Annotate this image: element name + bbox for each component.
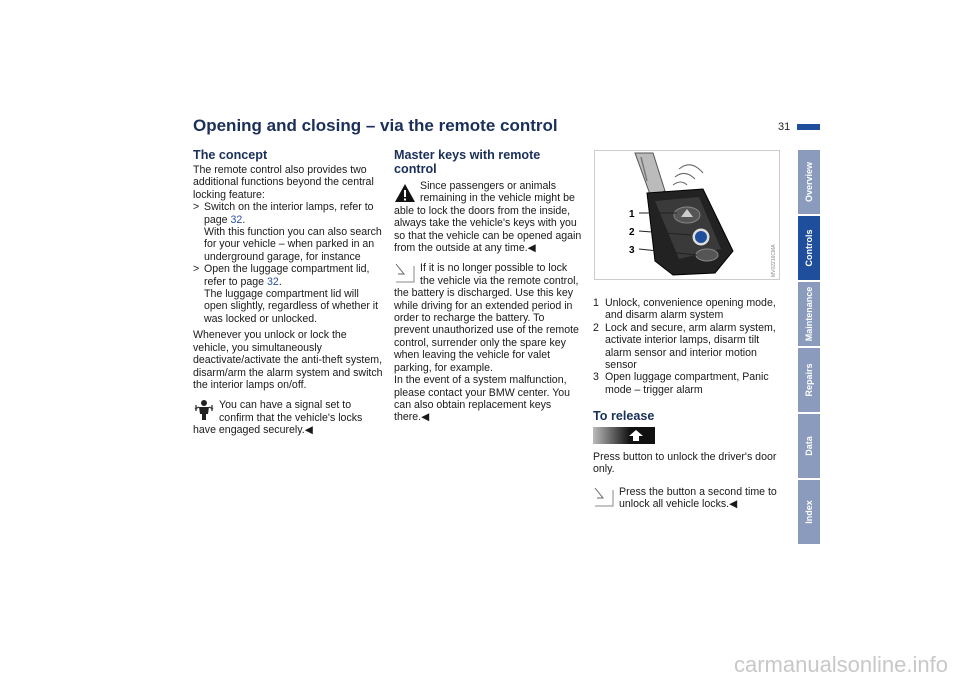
column-2 bbox=[394, 148, 582, 424]
unlock-button-symbol bbox=[593, 427, 655, 444]
page-title: Opening and closing – via the remote control bbox=[193, 116, 558, 135]
concept-heading: The concept bbox=[193, 148, 268, 162]
list-item: 2 Lock and secure, arm alarm system, activate interior lamps, disarm tilt alarm sensor and interior motion sensor bbox=[593, 321, 776, 372]
tab-maintenance[interactable]: Maintenance bbox=[798, 282, 820, 346]
note-block: You can have a signal set to confirm that the vehicle's locks have engaged securely.◀ bbox=[193, 399, 363, 437]
button-list bbox=[593, 297, 785, 396]
note-icon bbox=[593, 486, 615, 508]
note-icon bbox=[394, 262, 416, 284]
list-item: 3 Open luggage compartment, Panic mode – trigger alarm bbox=[593, 371, 769, 396]
master-keys-heading: Master keys with remote control bbox=[394, 148, 541, 176]
callout-1: 1 bbox=[629, 209, 635, 220]
bullet-item: > Open the luggage compartment lid, refer to page 32. The luggage compartment lid will open slightly, regardless of whether it was locked or unlocked. bbox=[193, 263, 379, 325]
concept-intro: The remote control also provides two additional functions beyond the central locking feature: bbox=[193, 164, 374, 201]
tab-controls[interactable]: Controls bbox=[798, 216, 820, 280]
tab-data[interactable]: Data bbox=[798, 414, 820, 478]
release-heading: To release bbox=[593, 409, 655, 423]
bullet-item: > Switch on the interior lamps, refer to page 32. With this function you can also search for your vehicle – when parked in an underground garage, for instance bbox=[193, 201, 382, 263]
tab-index[interactable]: Index bbox=[798, 480, 820, 544]
note-block: Press the button a second time to unlock all vehicle locks.◀ bbox=[593, 486, 785, 511]
page-marker bbox=[797, 124, 820, 130]
page-link[interactable]: 32 bbox=[267, 275, 279, 288]
warning-icon bbox=[394, 182, 416, 204]
tab-overview[interactable]: Overview bbox=[798, 150, 820, 214]
tab-repairs[interactable]: Repairs bbox=[798, 348, 820, 412]
figure-code: MV02216CMA bbox=[771, 244, 777, 277]
callout-2: 2 bbox=[629, 227, 635, 238]
concept-paragraph: Whenever you unlock or lock the vehicle, you simultaneously deactivate/activate the anti-theft system, disarm/arm the alarm system and switch the interior lamps on/off. bbox=[193, 329, 383, 391]
remote-key-figure bbox=[594, 150, 780, 280]
release-text: Press button to unlock the driver's door only. bbox=[593, 451, 777, 476]
page-number: 31 bbox=[778, 121, 791, 133]
warning-block: Since passengers or animals remaining in the vehicle might be able to lock the doors from the inside, always take the vehicle's keys with you so that the vehicle can be opened again from the outside at any time.◀ bbox=[394, 180, 582, 255]
callout-3: 3 bbox=[629, 245, 635, 256]
column-1 bbox=[193, 148, 383, 437]
page-link[interactable]: 32 bbox=[230, 213, 243, 226]
watermark: carmanualsonline.info bbox=[733, 652, 948, 677]
mechanic-icon bbox=[193, 399, 215, 421]
note-block: If it is no longer possible to lock the vehicle via the remote control, the battery is discharged. Use this key while driving for an extended period in order to recharge the battery. To prevent unauthorized use of the remote control, surrender only the spare key when leaving the vehicle for valet parking, for example. In the event of a system malfunction, please contact your BMW center. You can also obtain replacement keys there.◀ bbox=[394, 262, 579, 424]
list-item: 1 Unlock, convenience opening mode, and disarm alarm system bbox=[593, 297, 776, 322]
